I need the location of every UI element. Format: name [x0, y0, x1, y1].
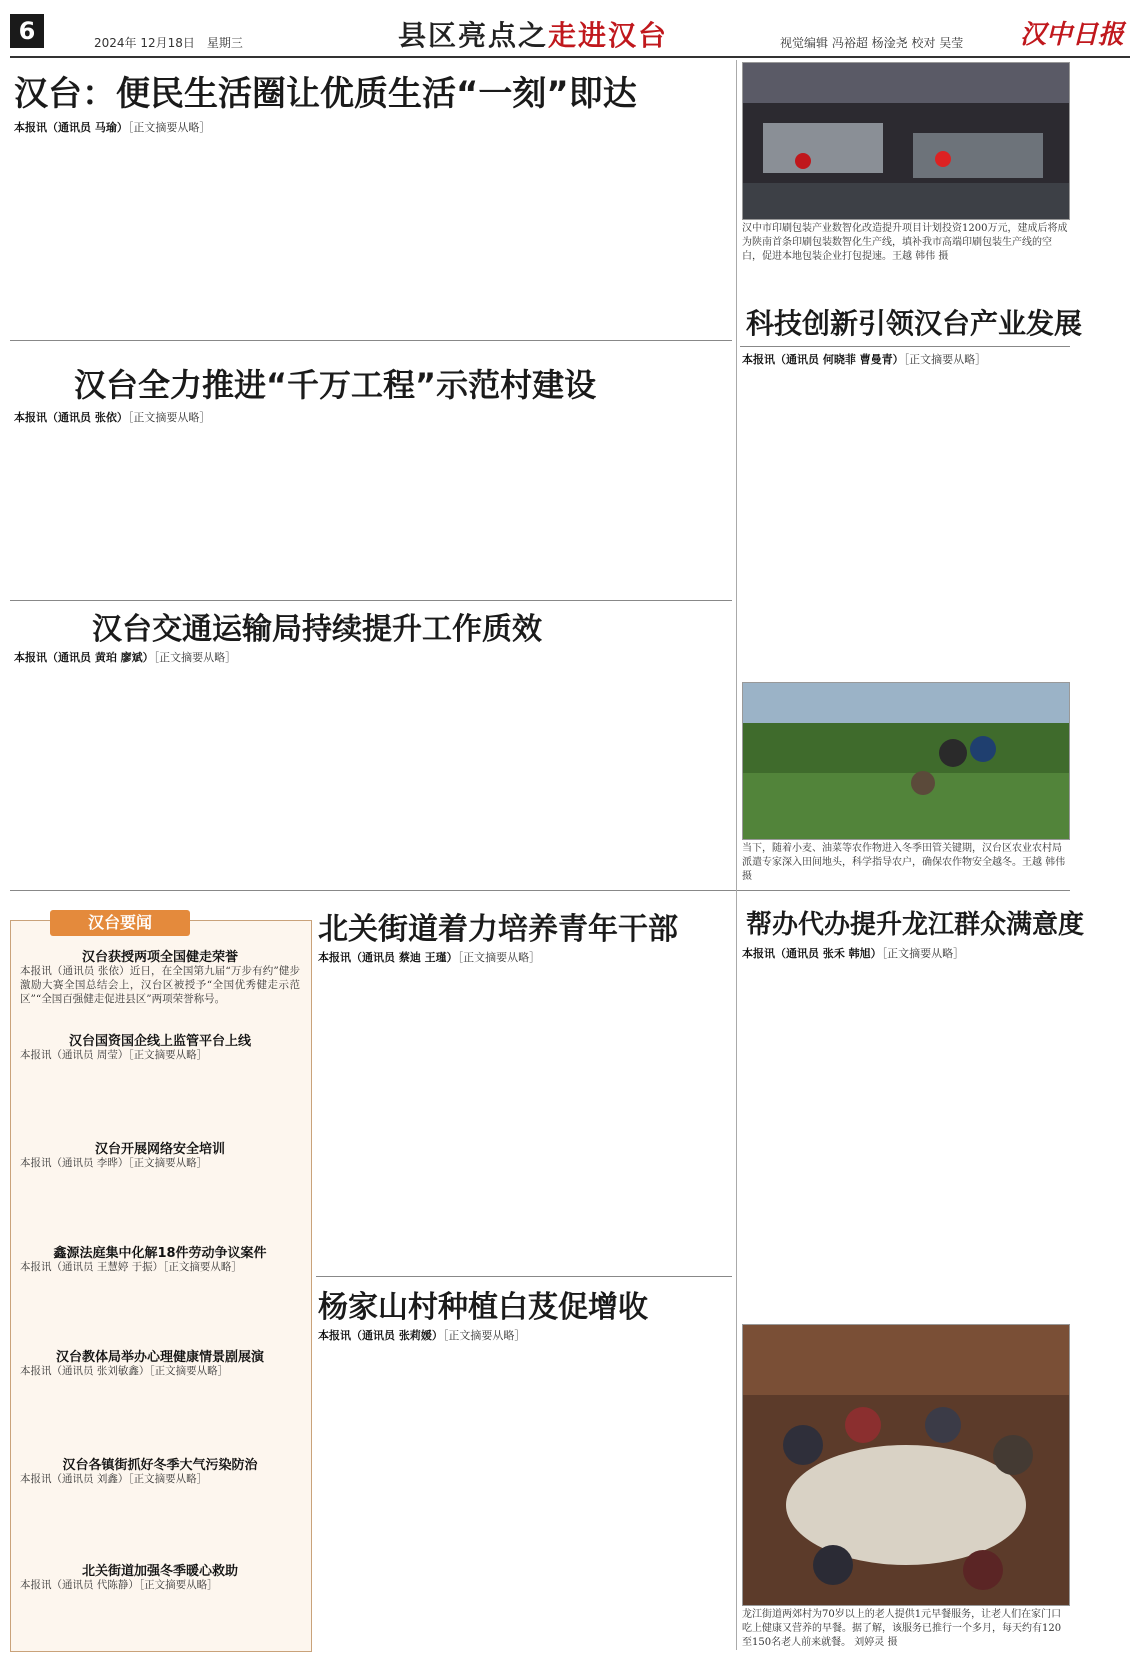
news-item-body: 本报讯（通讯员 王慧婷 于振）［正文摘要从略］ — [20, 1261, 242, 1273]
news-item-body: 本报讯（通讯员 张依）近日，在全国第九届“万步有约”健步激励大赛全国总结会上，汉台区被授予“全国优秀健走示范区”“全国百强健走促进县区”两项荣誉称号。 — [20, 965, 300, 1005]
article-4-byline: 本报讯（通讯员 何晓菲 曹曼青） — [742, 353, 904, 366]
news-item-body: 本报讯（通讯员 周莹）［正文摘要从略］ — [20, 1049, 208, 1061]
paper-logo: 汉中日报 — [1020, 20, 1125, 50]
article-2-text: ［正文摘要从略］ — [127, 411, 211, 424]
article-4-text: ［正文摘要从略］ — [903, 353, 987, 366]
divider — [10, 890, 1070, 891]
news-item-title: 北关街道加强冬季暖心救助 — [81, 1564, 238, 1579]
news-item-title: 鑫源法庭集中化解18件劳动争议案件 — [53, 1246, 267, 1261]
article-6-headline: 帮办代办提升龙江群众满意度 — [746, 910, 1085, 940]
news-item-title: 汉台各镇街抓好冬季大气污染防治 — [62, 1458, 258, 1473]
article-5-byline: 本报讯（通讯员 蔡迪 王瑾） — [318, 951, 458, 964]
article-2-body — [14, 410, 728, 598]
article-3-body — [14, 650, 728, 888]
photo-elderly-breakfast — [742, 1324, 1070, 1606]
divider — [10, 340, 732, 341]
article-5-text: ［正文摘要从略］ — [457, 951, 541, 964]
news-tag: 汉台要闻 — [50, 910, 190, 936]
news-item-body: 本报讯（通讯员 张刘敏鑫）［正文摘要从略］ — [20, 1365, 229, 1377]
section-highlight: 走进汉台 — [548, 19, 669, 52]
article-6-body — [742, 946, 1068, 1304]
article-4-body — [742, 352, 1068, 658]
article-3-byline: 本报讯（通讯员 黄珀 廖斌） — [14, 651, 154, 664]
article-1-headline: 汉台：便民生活圈让优质生活“一刻”即达 — [14, 74, 637, 114]
article-1-body — [14, 120, 728, 330]
article-5-body — [318, 950, 728, 1270]
article-7-headline: 杨家山村种植白芨促增收 — [318, 1290, 648, 1325]
news-item-title: 汉台开展网络安全培训 — [94, 1142, 225, 1157]
article-5-headline: 北关街道着力培养青年干部 — [318, 912, 678, 947]
section-prefix: 县区亮点之 — [398, 19, 549, 52]
photo-field-guidance — [742, 682, 1070, 840]
news-item-body: 本报讯（通讯员 李晔）［正文摘要从略］ — [20, 1157, 208, 1169]
masthead-rule — [10, 56, 1130, 58]
photo-1-caption: 汉中市印刷包装产业数智化改造提升项目计划投资1200万元，建成后将成为陕南首条印刷包装数智化生产线，填补我市高端印刷包装生产线的空白，促进本地包装企业打包提速。王越 韩伟 摄 — [742, 223, 1068, 262]
divider — [740, 346, 1070, 347]
photo-2-caption: 当下，随着小麦、油菜等农作物进入冬季田管关键期，汉台区农业农村局派遣专家深入田间地头，科学指导农户，确保农作物安全越冬。王越 韩伟 摄 — [742, 843, 1066, 882]
article-3-headline: 汉台交通运输局持续提升工作质效 — [92, 612, 542, 647]
article-2-byline: 本报讯（通讯员 张依） — [14, 411, 128, 424]
article-6-text: ［正文摘要从略］ — [881, 947, 965, 960]
news-item-title: 汉台国资国企线上监管平台上线 — [68, 1034, 251, 1049]
news-item-body: 本报讯（通讯员 刘鑫）［正文摘要从略］ — [20, 1473, 208, 1485]
photo-3-caption: 龙江街道两郊村为70岁以上的老人提供1元早餐服务，让老人们在家门口吃上健康又营养的早餐。据了解，该服务已推行一个多月，每天约有120至150名老人前来就餐。 刘婷灵 摄 — [742, 1609, 1062, 1648]
article-1-byline: 本报讯（通讯员 马瑜） — [14, 121, 128, 134]
article-7-text: ［正文摘要从略］ — [442, 1329, 526, 1342]
article-3-text: ［正文摘要从略］ — [153, 651, 237, 664]
article-6-byline: 本报讯（通讯员 张禾 韩旭） — [742, 947, 882, 960]
article-4-headline: 科技创新引领汉台产业发展 — [746, 307, 1083, 340]
section-title — [398, 14, 668, 54]
article-7-body — [318, 1328, 728, 1650]
divider — [316, 1276, 732, 1277]
news-item-title: 汉台教体局举办心理健康情景剧展演 — [55, 1350, 264, 1365]
news-item-title: 汉台获授两项全国健走荣誉 — [81, 950, 238, 965]
article-7-byline: 本报讯（通讯员 张莉媛） — [318, 1329, 443, 1342]
news-item-body: 本报讯（通讯员 代陈静）［正文摘要从略］ — [20, 1579, 218, 1591]
article-2-headline: 汉台全力推进“千万工程”示范村建设 — [74, 366, 597, 404]
divider — [10, 600, 732, 601]
column-divider — [736, 60, 737, 1650]
photo-printing-factory — [742, 62, 1070, 220]
page-number: 6 — [10, 14, 44, 48]
article-1-text: ［正文摘要从略］ — [127, 121, 211, 134]
editor-credits: 视觉编辑 冯裕超 杨淦尧 校对 吴莹 — [780, 36, 964, 50]
issue-date: 2024年 12月18日 星期三 — [94, 36, 243, 50]
